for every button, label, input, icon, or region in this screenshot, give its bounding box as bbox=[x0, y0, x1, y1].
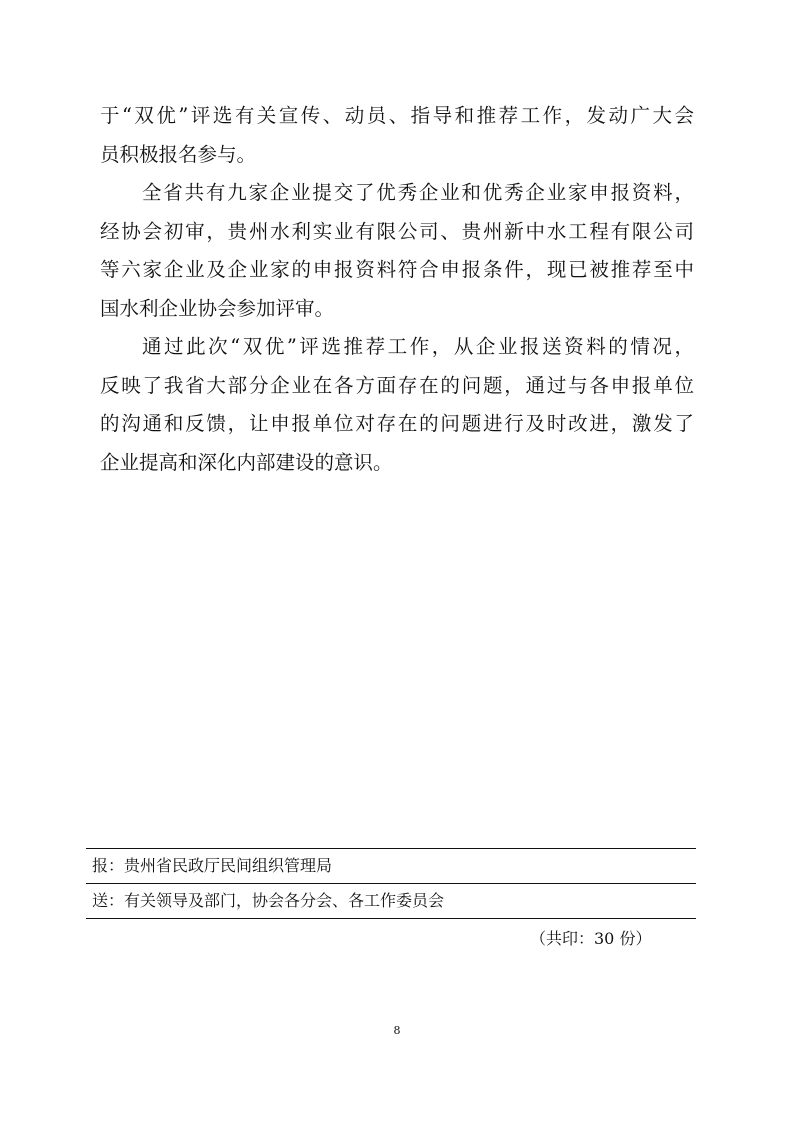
body-line: 等六家企业及企业家的申报资料符合申报条件，现已被推荐至中 bbox=[100, 258, 694, 281]
body-line: 员积极报名参与。 bbox=[100, 143, 257, 166]
body-line: 的沟通和反馈，让申报单位对存在的问题进行及时改进，激发了 bbox=[100, 412, 694, 435]
copies-count: （共印：30 份） bbox=[530, 929, 652, 948]
body-line: 经协会初审，贵州水利实业有限公司、贵州新中水工程有限公司 bbox=[100, 220, 694, 243]
page-number: 8 bbox=[393, 1024, 401, 1037]
body-line: 国水利企业协会参加评审。 bbox=[100, 297, 335, 320]
body-line: 全省共有九家企业提交了优秀企业和优秀企业家申报资料， bbox=[142, 181, 694, 204]
distribution-bottom-rule bbox=[86, 918, 696, 919]
body-line: 于“双优”评选有关宣传、动员、指导和推荐工作，发动广大会 bbox=[100, 104, 694, 127]
distribution-top-rule bbox=[86, 848, 696, 849]
body-line: 企业提高和深化内部建设的意识。 bbox=[100, 451, 393, 474]
report-to-line: 报：贵州省民政厅民间组织管理局 bbox=[92, 856, 333, 875]
body-line: 通过此次“双优”评选推荐工作，从企业报送资料的情况， bbox=[142, 335, 694, 358]
send-to-line: 送：有关领导及部门，协会各分会、各工作委员会 bbox=[92, 891, 445, 910]
distribution-middle-rule bbox=[86, 883, 696, 884]
body-line: 反映了我省大部分企业在各方面存在的问题，通过与各申报单位 bbox=[100, 374, 694, 397]
